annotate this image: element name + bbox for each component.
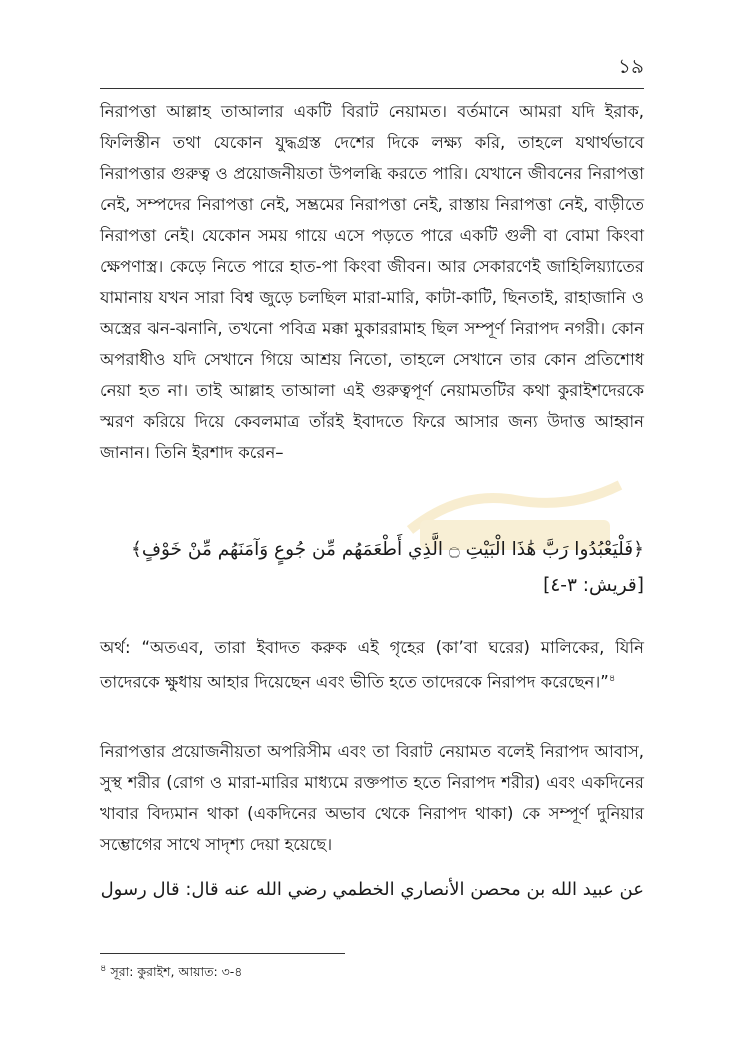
footnote-mark: ৪ xyxy=(100,963,107,974)
paragraph-security-blessing: নিরাপত্তা আল্লাহ তাআলার একটি বিরাট নেয়ামত। বর্তমানে আমরা যদি ইরাক, ফিলিস্তীন তথা যেকোন যুদ্ধগ্রস্ত দেশের দিকে লক্ষ্য করি, তাহলে যথার্থভাবে নিরাপত্তার গুরুত্ব ও প্রয়োজনীয়তা উপলব্ধি করতে পারি। যেখানে জীবনের নিরাপত্তা নেই, সম্পদের নিরাপত্তা নেই, সম্ভ্রমের নিরাপত্তা নেই, রাস্তায় নিরাপত্তা নেই, বাড়ীতে নিরাপত্তা নেই। যেকোন সময় গায়ে এসে পড়তে পারে একটি গুলী বা বোমা কিংবা ক্ষেপণাস্ত্র। কেড়ে নিতে পারে হাত-পা কিংবা জীবন। আর সেকারণেই জাহিলিয়্যাতের যামানায় যখন সারা বিশ্ব জুড়ে চলছিল মারা-মারি, কাটা-কাটি, ছিনতাই, রাহাজানি ও অস্ত্রের ঝন-ঝনানি, তখনো পবিত্র মক্কা মুকাররামাহ ছিল সম্পূর্ণ নিরাপদ নগরী। কোন অপরাধীও যদি সেখানে গিয়ে আশ্রয় নিতো, তাহলে সেখানে তার কোন প্রতিশোধ নেয়া হত না। তাই আল্লাহ তাআলা এই গুরুত্বপূর্ণ নেয়ামতটির কথা কুরাইশদেরকে স্মরণ করিয়ে দিয়ে কেবলমাত্র তাঁরই ইবাদতে ফিরে আসার জন্য উদাত্ত আহ্বান জানান। তিনি ইরশাদ করেন– xyxy=(100,102,644,462)
footnote-text: সূরা: কুরাইশ, আয়াত: ৩-৪ xyxy=(106,964,243,980)
footnote-rule xyxy=(100,953,345,954)
page-number: ১৯ xyxy=(618,54,644,78)
translation-label: অর্থ: xyxy=(100,638,131,657)
hadith-intro: عن عبيد الله بن محصن الأنصاري الخطمي رضي الله عنه قال: قال رسول xyxy=(100,879,644,900)
quran-verse xyxy=(100,532,644,604)
paragraph-security-importance: নিরাপত্তার প্রয়োজনীয়তা অপরিসীম এবং তা বিরাট নেয়ামত বলেই নিরাপদ আবাস, সুস্থ শরীর (রোগ ও মারা-মারির মাধ্যমে রক্তপাত হতে নিরাপদ শরীর) এবং একদিনের খাবার বিদ্যমান থাকা (একদিনের অভাব থেকে নিরাপদ থাকা) কে সম্পূর্ণ দুনিয়ার সম্ভোগের সাথে সাদৃশ্য দেয়া হয়েছে। xyxy=(100,742,644,854)
quran-reference: [قريش: ٣-٤] xyxy=(543,575,644,596)
verse-translation xyxy=(100,632,644,698)
translation-text: “অতএব, তারা ইবাদত করুক এই গৃহের (কা’বা ঘরের) মালিকের, যিনি তাদেরকে ক্ষুধায় আহার দিয়েছেন এবং ভীতি হতে তাদেরকে নিরাপদ করেছেন।” xyxy=(100,638,644,692)
footnote xyxy=(100,960,644,981)
quran-verse-text: ﴿فَلْيَعْبُدُوا رَبَّ هَٰذَا الْبَيْتِ ۝ الَّذِي أَطْعَمَهُم مِّن جُوعٍ وَآمَنَهُم مِّنْ خَوْفٍ﴾ xyxy=(130,539,644,560)
footnote-reference[interactable]: ৪ xyxy=(608,673,616,684)
header-rule xyxy=(100,88,644,89)
